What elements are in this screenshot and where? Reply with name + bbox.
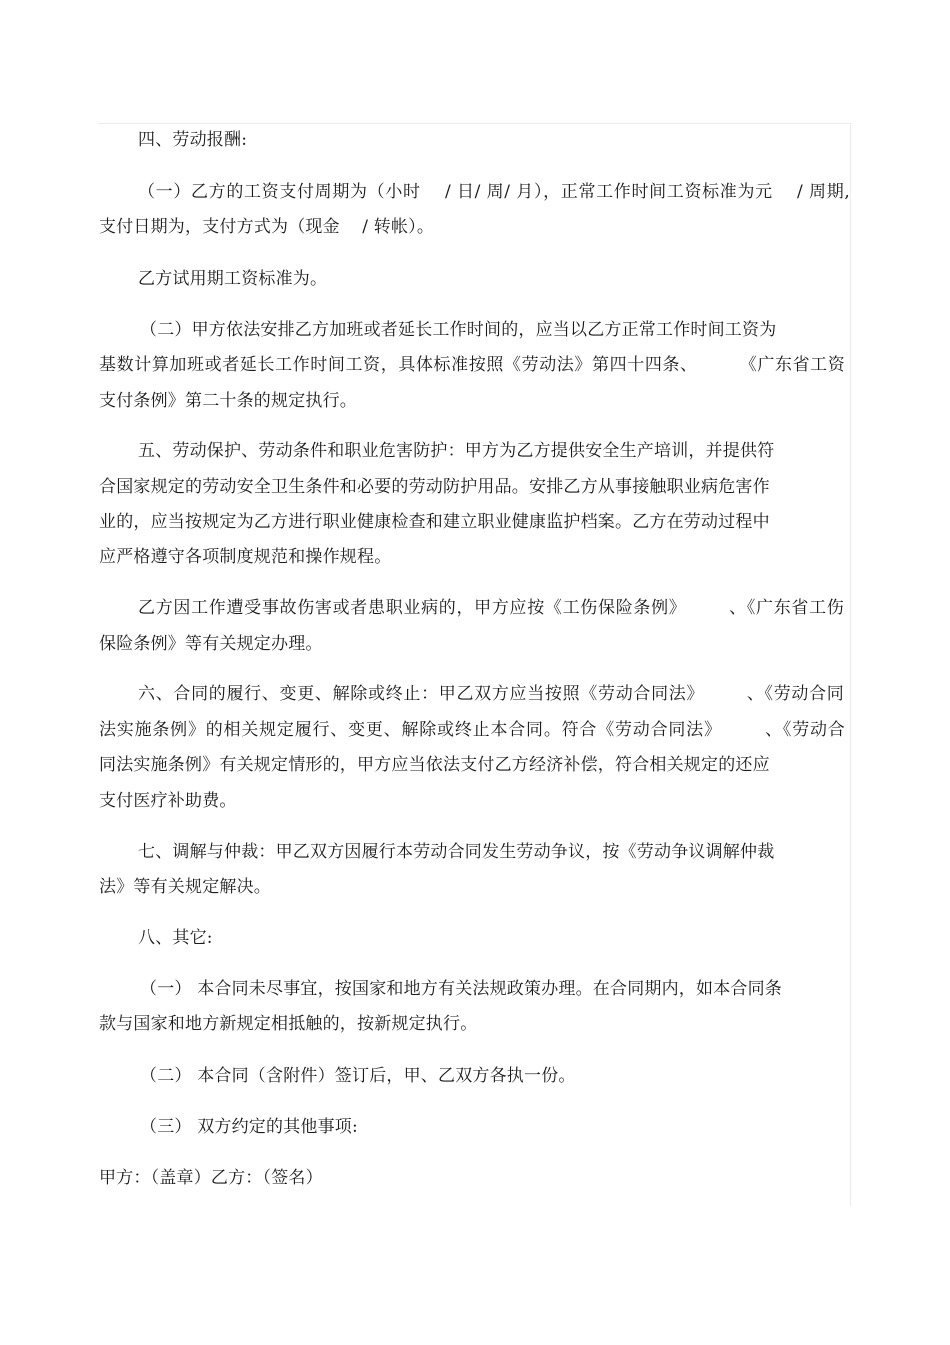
paragraph-line: 法》等有关规定解决。 [99, 877, 271, 897]
paragraph-line: （二）甲方依法安排乙方加班或者延长工作时间的，应当以乙方正常工作时间工资为 [140, 320, 777, 340]
signature-line: 甲方：（盖章）乙方：（签名） [99, 1168, 323, 1188]
paragraph-line: （三） 双方约定的其他事项: [140, 1117, 358, 1137]
paragraph-line: 乙方因工作遭受事故伤害或者患职业病的，甲方应按《工伤保险条例》 、《广东省工伤 [138, 598, 844, 618]
paragraph-line: 支付医疗补助费。 [99, 791, 237, 811]
paragraph-line: 支付条例》第二十条的规定执行。 [99, 391, 357, 411]
section-8-heading: 八、其它: [138, 928, 213, 948]
paragraph-line: 保险条例》等有关规定办理。 [99, 634, 323, 654]
paragraph-line: （一） 本合同未尽事宜，按国家和地方有关法规政策办理。在合同期内，如本合同条 [140, 979, 783, 999]
section-5-line: 五、劳动保护、劳动条件和职业危害防护：甲方为乙方提供安全生产培训，并提供符 [138, 441, 775, 461]
paragraph-line: （一）乙方的工资支付周期为（小时 / 日/ 周/ 月），正常工作时间工资标准为元 / 周期, [138, 182, 850, 202]
paragraph-line: 法实施条例》的相关规定履行、变更、解除或终止本合同。符合《劳动合同法》 、《劳动合 [99, 720, 845, 740]
paragraph-line: 款与国家和地方新规定相抵触的，按新规定执行。 [99, 1014, 478, 1034]
section-6-line: 六、合同的履行、变更、解除或终止：甲乙双方应当按照《劳动合同法》 、《劳动合同 [138, 684, 844, 704]
paragraph-line: 乙方试用期工资标准为。 [138, 269, 328, 289]
paragraph-line: 同法实施条例》有关规定情形的，甲方应当依法支付乙方经济补偿，符合相关规定的还应 [99, 755, 770, 775]
section-4-heading: 四、劳动报酬: [138, 130, 248, 150]
paragraph-line: 应严格遵守各项制度规范和操作规程。 [99, 547, 392, 567]
section-7-line: 七、调解与仲裁：甲乙双方因履行本劳动合同发生劳动争议，按《劳动争议调解仲裁 [138, 842, 775, 862]
paragraph-line: 业的，应当按规定为乙方进行职业健康检查和建立职业健康监护档案。乙方在劳动过程中 [99, 512, 770, 532]
paragraph-line: 基数计算加班或者延长工作时间工资，具体标准按照《劳动法》第四十四条、 《广东省工资 [99, 355, 845, 375]
paragraph-line: （二） 本合同（含附件）签订后，甲、乙双方各执一份。 [140, 1066, 576, 1086]
paragraph-line: 支付日期为，支付方式为（现金 / 转帐）。 [99, 217, 435, 237]
paragraph-line: 合国家规定的劳动安全卫生条件和必要的劳动防护用品。安排乙方从事接触职业病危害作 [99, 477, 770, 497]
